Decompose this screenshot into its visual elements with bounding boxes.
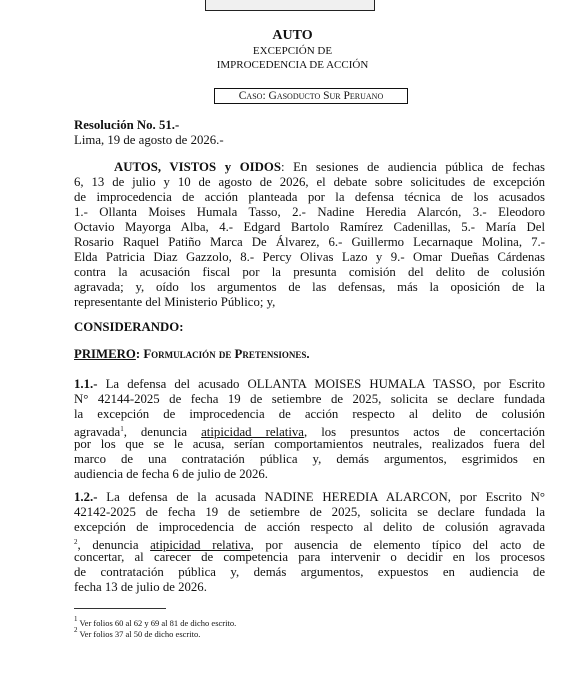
page-top-edge	[205, 0, 375, 11]
footnote-ref-2: 2	[74, 538, 78, 546]
autos-line: Elda Patricia Diaz Gazzolo, 8.- Percy Olivas Lazo y 9.- Omar Dueñas Cárdenas	[74, 250, 545, 264]
p12-line: $^2$, denuncia atipicidad relativa, por ausencia de elemento típico del acto de	[74, 538, 545, 552]
p11-line: N° 42144-2025 de fecha 19 de setiembre de 2025, solicita se declare fundada	[74, 392, 545, 406]
p11-line: agravada$^1$, denuncia atipicidad relativa, los presuntos actos de concertación	[74, 425, 545, 439]
p11-line: 1.1.- La defensa del acusado OLLANTA MOISES HUMALA TASSO, por Escrito	[74, 377, 545, 391]
p12-line: concertar, al carecer de competencia para intervenir o decidir en los procesos	[74, 550, 545, 564]
resolution-date: Lima, 19 de agosto de 2026.-	[74, 133, 224, 147]
autos-line: Octavio Mayorga Alba, 4.- Edgard Bartolo Ramírez Cadenillas, 5.- María Del	[74, 220, 545, 234]
autos-line: 6, 13 de julio y 10 de agosto de 2026, el debate sobre solicitudes de excepción	[74, 175, 545, 189]
autos-line: de improcedencia de acción planteada por la defensa técnica de los acusados	[74, 190, 545, 204]
p11-line: audiencia de fecha 6 de julio de 2026.	[74, 467, 269, 481]
footnote-2: $^2$ Ver folios 37 al 50 de dicho escrito.	[74, 626, 201, 639]
case-box: Caso: Gasoducto Sur Peruano	[214, 88, 408, 104]
p11-line: por los que se le acusa, serían comportamientos neutrales, realizados fuera del	[74, 437, 545, 451]
p11-line: marco de una contratación pública y, demás argumentos, esgrimidos en	[74, 452, 545, 466]
resolution-number: Resolución No. 51.-	[74, 118, 180, 132]
p12-number: 1.2.-	[74, 490, 98, 504]
p12-line: 42142-2025 de fecha 19 de setiembre de 2025, solicita se declare fundada la	[74, 505, 545, 519]
p12-line: 1.2.- La defensa de la acusada NADINE HEREDIA ALARCON, por Escrito N°	[74, 490, 545, 504]
p11-line: la excepción de improcedencia de acción respecto al delito de colusión	[74, 407, 545, 421]
footnote-ref-1: 1	[120, 425, 124, 433]
primero-heading: PRIMERO: Formulación de Pretensiones.	[74, 347, 310, 361]
autos-line: Rosario Raquel Patiño Marca De Álvarez, 6.- Guillermo Lecarnaque Molina, 7.-	[74, 235, 545, 249]
p12-line: de contratación pública y, demás argumentos, expuestos en audiencia de	[74, 565, 545, 579]
document-title: AUTO	[272, 28, 313, 43]
autos-line: contra la acusación fiscal por la presunta comisión del delito de colusión	[74, 265, 545, 279]
document-subtitle-2: IMPROCEDENCIA DE ACCIÓN	[216, 59, 369, 71]
autos-line: 1.- Ollanta Moises Humala Tasso, 2.- Nadine Heredia Alarcón, 3.- Eleodoro	[74, 205, 545, 219]
p12-line: excepción de improcedencia de acción respecto al delito de colusión agravada	[74, 520, 545, 534]
autos-line: representante del Ministerio Público; y,	[74, 295, 276, 309]
p12-line: fecha 13 de julio de 2026.	[74, 580, 207, 594]
autos-lead: AUTOS, VISTOS y OIDOS	[114, 160, 281, 174]
footnote-separator	[74, 608, 166, 609]
p11-number: 1.1.-	[74, 377, 98, 391]
autos-line: agravada; y, oído los argumentos de las defensas, más la oposición de la	[74, 280, 545, 294]
considerando-heading: CONSIDERANDO:	[74, 320, 184, 334]
document-subtitle-1: EXCEPCIÓN DE	[252, 45, 333, 57]
autos-line: AUTOS, VISTOS y OIDOS: En sesiones de audiencia pública de fechas	[114, 160, 545, 174]
footnote-1: $^1$ Ver folios 60 al 62 y 69 al 81 de dicho escrito.	[74, 615, 237, 628]
